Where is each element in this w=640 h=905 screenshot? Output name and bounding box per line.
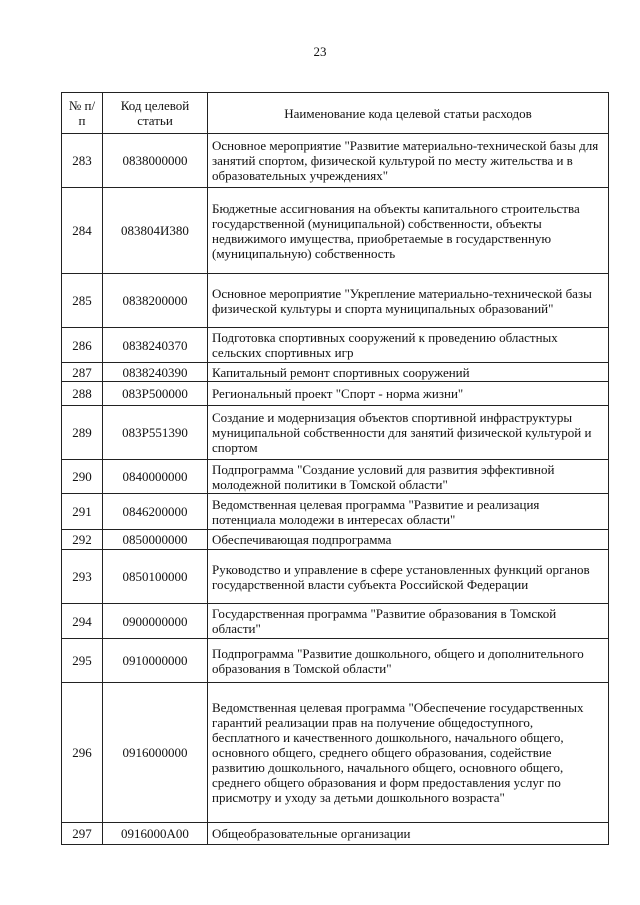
row-name: Руководство и управление в сфере установленных функций органов государственной власти субъекта Российской Федерации [208, 550, 609, 604]
row-number: 289 [62, 406, 103, 460]
row-name: Региональный проект "Спорт - норма жизни" [208, 382, 609, 406]
row-name: Обеспечивающая подпрограмма [208, 530, 609, 550]
row-name: Бюджетные ассигнования на объекты капитального строительства государственной (муниципальной) собственности, объекты недвижимого имущества, приобретаемые в государственную (муниципальную) собственность [208, 188, 609, 274]
row-number: 295 [62, 639, 103, 683]
row-number: 290 [62, 460, 103, 494]
row-number: 293 [62, 550, 103, 604]
table-row [62, 188, 609, 274]
row-number: 286 [62, 328, 103, 363]
table-row [62, 460, 609, 494]
row-name: Подпрограмма "Создание условий для развития эффективной молодежной политики в Томской области" [208, 460, 609, 494]
table-row [62, 604, 609, 639]
row-number: 296 [62, 683, 103, 823]
row-code: 0838240370 [103, 328, 208, 363]
row-code: 0838240390 [103, 363, 208, 382]
table-row [62, 823, 609, 845]
row-number: 283 [62, 134, 103, 188]
row-name: Общеобразовательные организации [208, 823, 609, 845]
row-number: 288 [62, 382, 103, 406]
row-number: 292 [62, 530, 103, 550]
table-row [62, 494, 609, 530]
row-code: 0910000000 [103, 639, 208, 683]
table-row [62, 406, 609, 460]
table-row [62, 530, 609, 550]
row-code: 083P500000 [103, 382, 208, 406]
row-code: 0846200000 [103, 494, 208, 530]
table-row [62, 550, 609, 604]
row-code: 083804И380 [103, 188, 208, 274]
table-row [62, 683, 609, 823]
row-name: Основное мероприятие "Укрепление материально-технической базы физической культуры и спорта муниципальных образований" [208, 274, 609, 328]
target-codes-table [61, 92, 609, 845]
row-name: Ведомственная целевая программа "Обеспечение государственных гарантий реализации прав на получение общедоступного, бесплатного и качественного дошкольного, начального общего, основного общего, среднего общего образования, содействие развитию дошкольного, начального общего, основного общего, среднего общего образования и форм предоставления услуг по присмотру и уходу за детьми дошкольного возраста" [208, 683, 609, 823]
row-code: 083P551390 [103, 406, 208, 460]
table-row [62, 639, 609, 683]
table-row [62, 382, 609, 406]
table-row [62, 328, 609, 363]
row-name: Подготовка спортивных сооружений к проведению областных сельских спортивных игр [208, 328, 609, 363]
row-name: Основное мероприятие "Развитие материально-технической базы для занятий спортом, физической культурой по месту жительства и в образовательных учреждениях" [208, 134, 609, 188]
header-name: Наименование кода целевой статьи расходов [208, 93, 609, 134]
row-code: 0838200000 [103, 274, 208, 328]
row-name: Государственная программа "Развитие образования в Томской области" [208, 604, 609, 639]
row-code: 0850000000 [103, 530, 208, 550]
row-name: Подпрограмма "Развитие дошкольного, общего и дополнительного образования в Томской области" [208, 639, 609, 683]
header-number: № п/п [62, 93, 103, 134]
row-name: Капитальный ремонт спортивных сооружений [208, 363, 609, 382]
row-number: 291 [62, 494, 103, 530]
row-number: 294 [62, 604, 103, 639]
row-code: 0900000000 [103, 604, 208, 639]
table-row [62, 363, 609, 382]
table-row [62, 274, 609, 328]
table-header-row [62, 93, 609, 134]
page-number: 23 [313, 44, 327, 59]
row-code: 0916000000 [103, 683, 208, 823]
row-code: 0916000А00 [103, 823, 208, 845]
row-name: Создание и модернизация объектов спортивной инфраструктуры муниципальной собственности для занятий физической культурой и спортом [208, 406, 609, 460]
row-code: 0850100000 [103, 550, 208, 604]
row-number: 297 [62, 823, 103, 845]
row-number: 285 [62, 274, 103, 328]
row-name: Ведомственная целевая программа "Развитие и реализация потенциала молодежи в интересах области" [208, 494, 609, 530]
row-code: 0838000000 [103, 134, 208, 188]
row-number: 287 [62, 363, 103, 382]
row-number: 284 [62, 188, 103, 274]
table-row [62, 134, 609, 188]
row-code: 0840000000 [103, 460, 208, 494]
header-code: Код целевой статьи [103, 93, 208, 134]
